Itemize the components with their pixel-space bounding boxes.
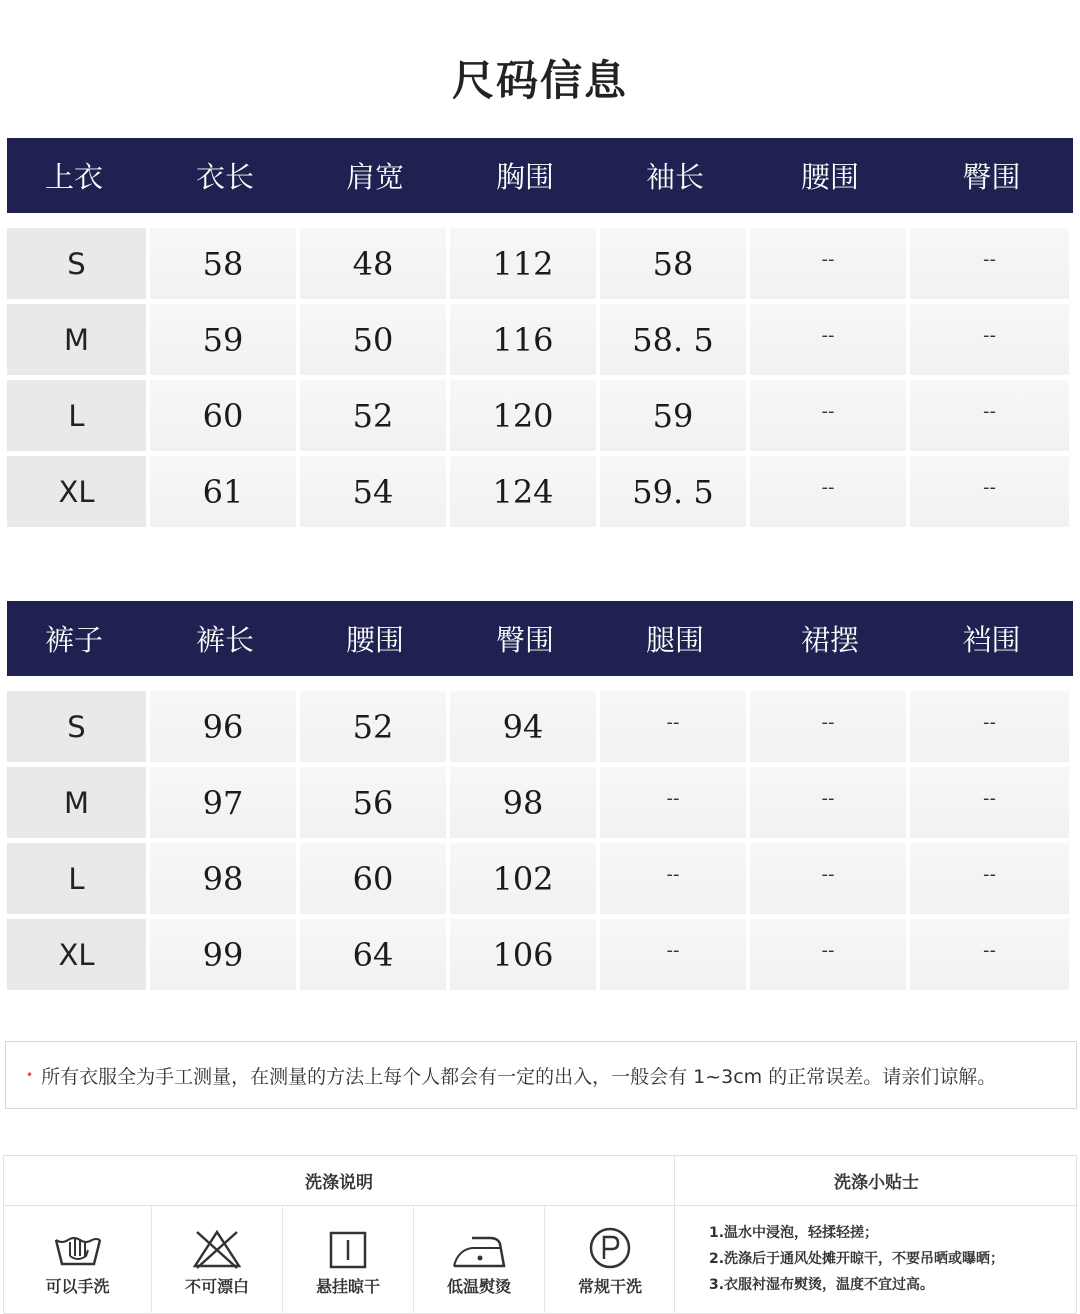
- header-cell: 裤子: [45, 623, 104, 657]
- table-cell: 52: [300, 380, 446, 451]
- size-cell: XL: [7, 919, 146, 990]
- table-cell: 59: [150, 304, 296, 375]
- table-cell: --: [910, 456, 1069, 527]
- care-item-dry-clean: [545, 1206, 675, 1313]
- table-cell: 120: [450, 380, 596, 451]
- table-cell: --: [750, 456, 906, 527]
- size-cell: M: [7, 304, 146, 375]
- tops-size-table: [7, 138, 1073, 532]
- table-cell: 61: [150, 456, 296, 527]
- page-title: 尺码信息: [451, 56, 628, 105]
- table-cell: 58: [600, 228, 746, 299]
- bullet-icon: •: [26, 1068, 34, 1082]
- table-cell: 98: [150, 843, 296, 914]
- size-cell: L: [7, 843, 146, 914]
- tip-item: 2.洗涤后于通风处摊开晾干，不要吊晒或曝晒；: [709, 1251, 1005, 1267]
- care-tips: [675, 1156, 1078, 1313]
- care-tips-title: 洗涤小贴士: [675, 1156, 1078, 1206]
- table-cell: 106: [450, 919, 596, 990]
- care-item-hand-wash: [4, 1206, 152, 1313]
- care-label: 不可漂白: [184, 1277, 249, 1296]
- table-cell: --: [600, 843, 746, 914]
- table-cell: 64: [300, 919, 446, 990]
- tops-table-header: [7, 138, 1073, 213]
- header-cell: 裤长: [195, 623, 254, 657]
- size-cell: S: [7, 228, 146, 299]
- table-cell: 58. 5: [600, 304, 746, 375]
- table-cell: --: [750, 919, 906, 990]
- care-label: 可以手洗: [45, 1277, 110, 1296]
- low-iron-icon: [450, 1232, 508, 1270]
- table-cell: --: [910, 843, 1069, 914]
- table-row: [7, 691, 1073, 762]
- size-cell: XL: [7, 456, 146, 527]
- header-cell: 裆围: [962, 623, 1021, 657]
- table-cell: 50: [300, 304, 446, 375]
- header-cell: 腿围: [645, 623, 704, 657]
- care-label: 常规干洗: [577, 1277, 642, 1296]
- table-cell: --: [600, 691, 746, 762]
- table-cell: 59: [600, 380, 746, 451]
- table-cell: --: [750, 843, 906, 914]
- header-cell: 腰围: [345, 623, 404, 657]
- table-cell: --: [600, 767, 746, 838]
- table-row: [7, 843, 1073, 914]
- tops-table-body: [7, 228, 1073, 527]
- size-cell: L: [7, 380, 146, 451]
- table-cell: --: [600, 919, 746, 990]
- pants-size-table: [7, 601, 1073, 995]
- table-cell: 112: [450, 228, 596, 299]
- no-bleach-icon: [191, 1228, 243, 1270]
- care-instructions: [4, 1156, 675, 1313]
- table-cell: 54: [300, 456, 446, 527]
- header-cell: 裙摆: [800, 623, 859, 657]
- table-row: [7, 456, 1073, 527]
- note-text: 所有衣服全为手工测量，在测量的方法上每个人都会有一定的出入，一般会有 1~3cm 的正常误差。请亲们谅解。: [41, 1065, 997, 1088]
- table-cell: 102: [450, 843, 596, 914]
- table-cell: --: [750, 767, 906, 838]
- pants-table-body: [7, 691, 1073, 990]
- table-cell: --: [750, 304, 906, 375]
- table-cell: 116: [450, 304, 596, 375]
- table-row: [7, 919, 1073, 990]
- table-cell: --: [910, 228, 1069, 299]
- table-cell: 60: [150, 380, 296, 451]
- table-row: [7, 380, 1073, 451]
- table-cell: 94: [450, 691, 596, 762]
- table-cell: --: [750, 380, 906, 451]
- care-label: 悬挂晾干: [315, 1277, 380, 1296]
- header-cell: 胸围: [495, 160, 554, 194]
- table-cell: 98: [450, 767, 596, 838]
- table-cell: --: [910, 919, 1069, 990]
- care-item-low-iron: [414, 1206, 545, 1313]
- table-row: [7, 228, 1073, 299]
- table-cell: --: [910, 304, 1069, 375]
- table-cell: 60: [300, 843, 446, 914]
- pants-table-header: [7, 601, 1073, 676]
- size-cell: S: [7, 691, 146, 762]
- table-cell: --: [910, 691, 1069, 762]
- care-label: 低温熨烫: [446, 1277, 511, 1296]
- header-cell: 腰围: [800, 160, 859, 194]
- table-cell: --: [750, 228, 906, 299]
- table-cell: --: [910, 767, 1069, 838]
- care-item-hang-dry: [283, 1206, 414, 1313]
- hand-wash-icon: [52, 1230, 104, 1270]
- tip-item: 1.温水中浸泡，轻揉轻搓；: [709, 1225, 879, 1241]
- table-cell: 58: [150, 228, 296, 299]
- table-cell: 59. 5: [600, 456, 746, 527]
- care-instructions-title: 洗涤说明: [4, 1156, 674, 1206]
- table-row: [7, 304, 1073, 375]
- care-item-no-bleach: [152, 1206, 283, 1313]
- table-row: [7, 767, 1073, 838]
- table-cell: 99: [150, 919, 296, 990]
- tip-item: 3.衣服衬湿布熨烫，温度不宜过高。: [709, 1277, 935, 1293]
- table-cell: --: [910, 380, 1069, 451]
- care-icons: [4, 1206, 674, 1313]
- table-cell: --: [750, 691, 906, 762]
- table-cell: 124: [450, 456, 596, 527]
- size-cell: M: [7, 767, 146, 838]
- header-cell: 袖长: [645, 160, 704, 194]
- care-tips-list: [675, 1206, 1078, 1298]
- header-cell: 臀围: [962, 160, 1021, 194]
- header-cell: 上衣: [45, 160, 104, 194]
- dry-clean-icon: [588, 1226, 632, 1270]
- header-cell: 肩宽: [345, 160, 404, 194]
- table-cell: 48: [300, 228, 446, 299]
- table-cell: 96: [150, 691, 296, 762]
- care-section: [3, 1155, 1077, 1314]
- table-cell: 97: [150, 767, 296, 838]
- measurement-note: [5, 1041, 1077, 1109]
- hang-dry-icon: [328, 1230, 368, 1270]
- table-cell: 52: [300, 691, 446, 762]
- header-cell: 衣长: [195, 160, 254, 194]
- header-cell: 臀围: [495, 623, 554, 657]
- table-cell: 56: [300, 767, 446, 838]
